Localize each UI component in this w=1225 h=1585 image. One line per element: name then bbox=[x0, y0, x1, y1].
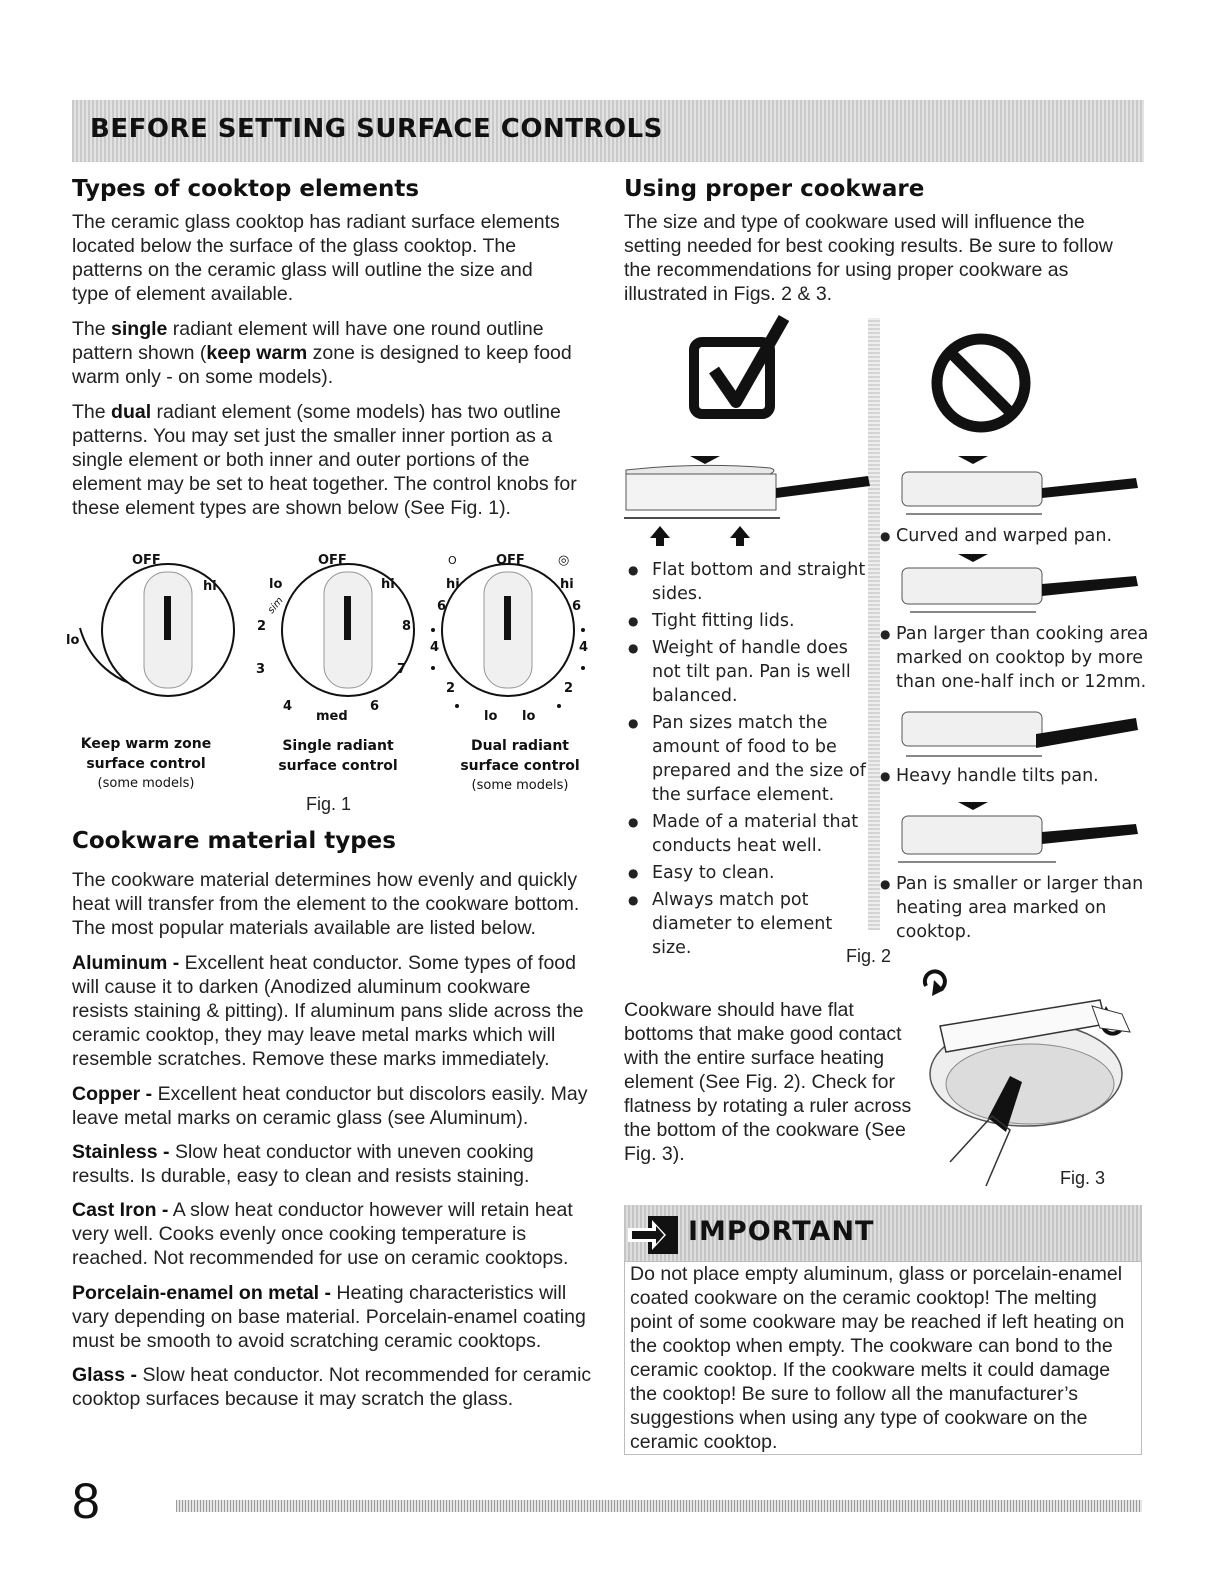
keep-warm-knob-icon bbox=[66, 553, 234, 696]
svg-text:OFF: OFF bbox=[132, 553, 161, 568]
svg-text:2: 2 bbox=[564, 681, 574, 696]
good-cookware-list bbox=[624, 558, 868, 963]
section-title: BEFORE SETTING SURFACE CONTROLS bbox=[90, 114, 663, 144]
bad-note-size: ● Pan is smaller or larger than heating area marked on cooktop. bbox=[876, 872, 1146, 944]
svg-text:lo: lo bbox=[269, 577, 283, 592]
svg-text:2: 2 bbox=[257, 619, 267, 634]
svg-text:lo: lo bbox=[484, 709, 498, 724]
cookware-paragraph: The size and type of cookware used will influence the setting needed for best cooking results. Be sure to follow the recommendations for using proper cookware as illustrated in Figs. 2 & 3. bbox=[624, 211, 1113, 305]
svg-text:6: 6 bbox=[370, 699, 380, 714]
svg-text:4: 4 bbox=[430, 640, 440, 655]
bad-note-heavy-handle: ● Heavy handle tilts pan. bbox=[876, 764, 1146, 788]
list-item: ● Pan sizes match the amount of food to be prepared and the size of the surface element. bbox=[624, 711, 868, 807]
svg-text:hi: hi bbox=[446, 577, 460, 592]
single-radiant-label: Single radiant surface control bbox=[278, 738, 398, 774]
svg-text:6: 6 bbox=[572, 599, 582, 614]
svg-text:◎: ◎ bbox=[558, 553, 570, 568]
svg-text:6: 6 bbox=[437, 599, 447, 614]
svg-text:O: O bbox=[448, 554, 457, 567]
list-item: ● Always match pot diameter to element size. bbox=[624, 888, 868, 960]
svg-text:7: 7 bbox=[397, 662, 407, 677]
material-aluminum: Aluminum - Excellent heat conductor. Some types of food will cause it to darken (Anodized aluminum cookware resists staining & pitting). If aluminum pans slide across the ceramic cooktop, they may leave metal marks which will resemble scratches. Remove these marks immediately. bbox=[72, 952, 584, 1070]
warped-pan-icon bbox=[896, 452, 1146, 522]
heavy-handle-pan-icon bbox=[896, 704, 1146, 764]
list-item: ● Flat bottom and straight sides. bbox=[624, 558, 868, 606]
svg-text:hi: hi bbox=[203, 579, 217, 594]
list-item: ● Easy to clean. bbox=[624, 861, 868, 885]
keep-warm-label: Keep warm zone surface control (some models) bbox=[80, 736, 212, 791]
dual-paragraph: The dual radiant element (some models) has two outline patterns. You may set just the smaller inner portion as a single element or both inner and outer portions of the element may be set to heat together. The control knobs for these element types are shown below (See Fig. 1). bbox=[72, 401, 577, 519]
svg-text:4: 4 bbox=[579, 640, 589, 655]
types-paragraph: The ceramic glass cooktop has radiant surface elements located below the surface of the glass cooktop. The patterns on the ceramic glass will outline the size and type of element available. bbox=[72, 211, 560, 305]
material-paragraph: The cookware material determines how evenly and quickly heat will transfer from the element to the cookware bottom. The most popular materials available are listed below. bbox=[72, 869, 580, 939]
single-paragraph: The single radiant element will have one round outline pattern shown (keep warm zone is designed to keep food warm only - on some models). bbox=[72, 318, 572, 388]
large-pan-icon bbox=[896, 550, 1146, 620]
material-glass: Glass - Slow heat conductor. Not recommended for ceramic cooktop surfaces because it may scratch the glass. bbox=[72, 1364, 592, 1410]
prohibited-icon bbox=[928, 330, 1034, 436]
svg-text:lo: lo bbox=[522, 709, 536, 724]
svg-text:2: 2 bbox=[446, 681, 456, 696]
fig2-caption: Fig. 2 bbox=[846, 946, 892, 966]
svg-text:OFF: OFF bbox=[496, 553, 525, 568]
types-heading: Types of cooktop elements bbox=[72, 176, 420, 202]
dual-radiant-label: Dual radiant surface control (some models) bbox=[460, 738, 580, 793]
important-text: Do not place empty aluminum, glass or porcelain-enamel coated cookware on the ceramic cooktop! The melting point of some cookware may be reached if left heating on the cooktop when empty. The cookware can bond to the ceramic cooktop. If the cookware melts it could damage the cooktop! Be sure to follow all the manufacturer’s suggestions when using any type of cookware on the ceramic cooktop. bbox=[630, 1263, 1125, 1453]
fig1-caption: Fig. 1 bbox=[306, 794, 352, 814]
flatness-paragraph: Cookware should have flat bottoms that make good contact with the entire surface heating element (See Fig. 2). Check for flatness by rotating a ruler across the bottom of the cookware (See Fig. 3). bbox=[624, 999, 912, 1165]
material-porcelain: Porcelain-enamel on metal - Heating characteristics will vary depending on base material. Porcelain-enamel coating must be smooth to avoid scratching ceramic cooktops. bbox=[72, 1282, 586, 1352]
svg-text:3: 3 bbox=[256, 662, 266, 677]
cookware-heading: Using proper cookware bbox=[624, 176, 925, 202]
checkmark-icon bbox=[680, 312, 792, 422]
bad-note-larger: ● Pan larger than cooking area marked on cooktop by more than one-half inch or 12mm. bbox=[876, 622, 1156, 694]
control-knobs-figure bbox=[60, 548, 600, 728]
svg-text:4: 4 bbox=[283, 699, 293, 714]
material-heading: Cookware material types bbox=[72, 828, 396, 854]
list-item: ● Weight of handle does not tilt pan. Pan is well balanced. bbox=[624, 636, 868, 708]
mismatched-pan-icon bbox=[896, 798, 1146, 868]
svg-text:8: 8 bbox=[402, 619, 412, 634]
ruler-check-illustration bbox=[910, 966, 1146, 1202]
important-title: IMPORTANT bbox=[688, 1216, 875, 1247]
dual-radiant-knob-icon bbox=[430, 553, 588, 724]
material-stainless: Stainless - Slow heat conductor with uneven cooking results. Is durable, easy to clean and resists staining. bbox=[72, 1141, 534, 1187]
footer-rule bbox=[176, 1500, 1142, 1512]
svg-text:hi: hi bbox=[381, 577, 395, 592]
fig3-caption: Fig. 3 bbox=[1060, 1168, 1106, 1188]
material-cast-iron: Cast Iron - A slow heat conductor however will retain heat very well. Cooks evenly once cooking temperature is reached. Not recommended for use on ceramic cooktops. bbox=[72, 1199, 573, 1269]
flat-pan-icon bbox=[620, 448, 880, 548]
svg-text:med: med bbox=[316, 709, 348, 724]
list-item: ● Tight fitting lids. bbox=[624, 609, 868, 633]
svg-text:hi: hi bbox=[560, 577, 574, 592]
arrow-box-icon bbox=[626, 1214, 680, 1256]
material-copper: Copper - Excellent heat conductor but discolors easily. May leave metal marks on ceramic glass (see Aluminum). bbox=[72, 1083, 588, 1129]
svg-text:sim: sim bbox=[265, 595, 286, 616]
bad-note-warped: ● Curved and warped pan. bbox=[876, 524, 1146, 548]
single-radiant-knob-icon bbox=[256, 553, 414, 724]
page-number: 8 bbox=[72, 1473, 100, 1529]
svg-text:lo: lo bbox=[66, 633, 80, 648]
list-item: ● Made of a material that conducts heat well. bbox=[624, 810, 868, 858]
svg-text:OFF: OFF bbox=[318, 553, 347, 568]
